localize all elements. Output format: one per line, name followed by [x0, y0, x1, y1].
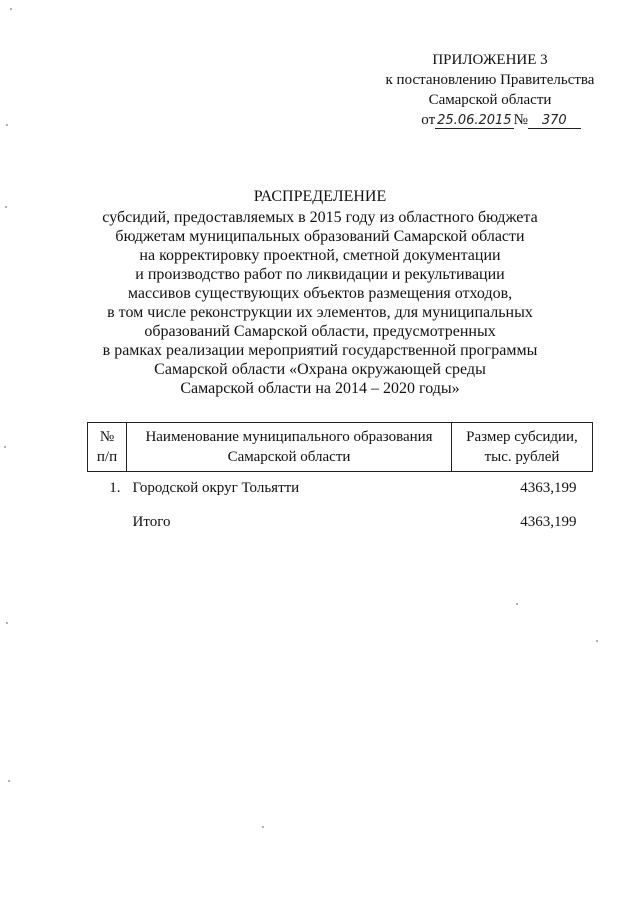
total-num-empty: [88, 506, 127, 540]
scan-speck: [10, 8, 12, 10]
heading-line: в том числе реконструкции их элементов, для муниципальных: [107, 304, 533, 321]
document-heading: [0, 187, 640, 398]
subsidy-table: [87, 422, 593, 540]
table-header-row: [88, 423, 593, 472]
scan-speck: [4, 446, 6, 448]
heading-line: Самарской области «Охрана окружающей среды: [154, 361, 486, 378]
row-num: 1.: [109, 480, 121, 496]
total-label: Итого: [132, 514, 171, 530]
handwritten-date: 25.06.2015: [437, 113, 512, 128]
handwritten-number: 370: [528, 113, 581, 129]
heading-line: массивов существующих объектов размещения отходов,: [127, 285, 513, 302]
scan-speck: [6, 622, 8, 624]
heading-line: Самарской области на 2014 – 2020 годы»: [180, 380, 460, 397]
heading-title: РАСПРЕДЕЛЕНИЕ: [253, 188, 387, 205]
annex-resolution-line: к постановлению Правительства: [385, 72, 595, 88]
heading-line: и производство работ по ликвидации и рекультивации: [135, 266, 505, 283]
header-amount-line2: тыс. рублей: [484, 449, 560, 465]
heading-line: в рамках реализации мероприятий государственной программы: [102, 342, 538, 359]
table-row: [88, 472, 593, 507]
row-amount: 4363,199: [520, 480, 577, 496]
number-prefix: №: [513, 112, 528, 128]
header-amount-line1: Размер субсидии,: [466, 429, 578, 445]
header-amount: [452, 423, 593, 472]
total-amount: 4363,199: [520, 514, 577, 530]
heading-line: субсидий, предоставляемых в 2015 году из областного бюджета: [102, 209, 538, 226]
heading-line: на корректировку проектной, сметной документации: [139, 247, 501, 264]
annex-region-line: Самарской области: [428, 92, 552, 108]
header-num-line1: №: [99, 429, 115, 445]
heading-line: образований Самарской области, предусмотренных: [144, 323, 496, 340]
scan-speck: [6, 124, 8, 126]
scan-speck: [516, 603, 518, 605]
scan-speck: [262, 826, 264, 828]
date-prefix: от: [421, 112, 436, 128]
heading-line: бюджетам муниципальных образований Самарской области: [115, 228, 525, 245]
annex-title: ПРИЛОЖЕНИЕ 3: [432, 52, 548, 68]
row-name: Городской округ Тольятти: [132, 480, 300, 496]
header-num: [88, 423, 127, 472]
subsidy-table-wrapper: [87, 422, 593, 540]
scan-speck: [5, 206, 7, 208]
header-name: [127, 423, 452, 472]
scan-speck: [8, 780, 10, 782]
header-name-line1: Наименование муниципального образования: [145, 429, 433, 445]
annex-block: [340, 50, 640, 131]
header-name-line2: Самарской области: [227, 449, 351, 465]
header-num-line2: п/п: [96, 449, 118, 465]
total-row: [88, 506, 593, 540]
annex-date-line: [362, 110, 640, 131]
scan-speck: [596, 640, 598, 642]
